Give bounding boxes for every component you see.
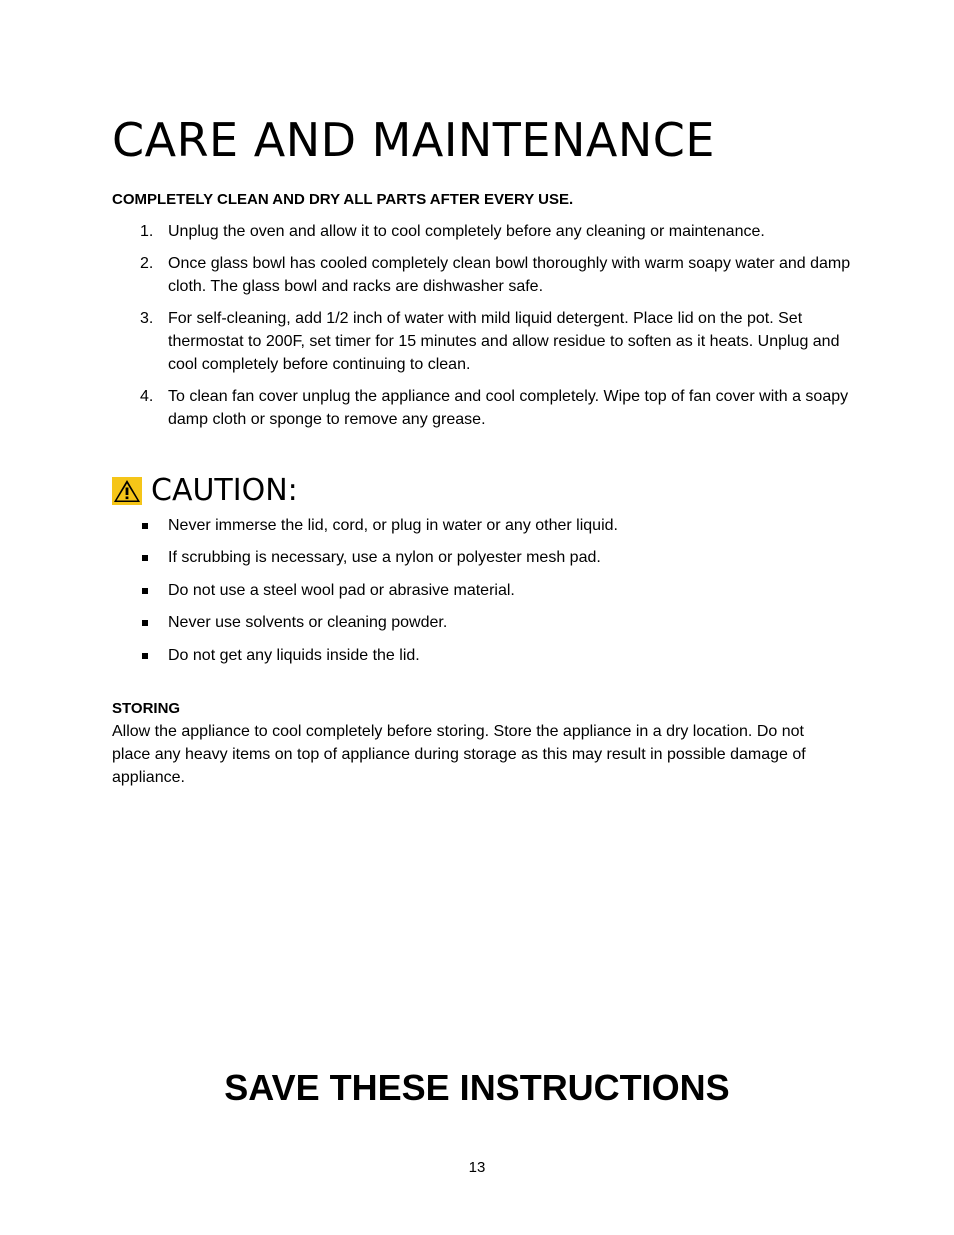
- step-text: Once glass bowl has cooled completely clean bowl thoroughly with warm soapy water and damp cloth. The glass bowl and racks are dishwasher safe.: [168, 255, 851, 295]
- step-text: Unplug the oven and allow it to cool completely before any cleaning or maintenance.: [168, 223, 765, 240]
- step-text: To clean fan cover unplug the appliance and cool completely. Wipe top of fan cover with a soapy damp cloth or sponge to remove any grease.: [168, 388, 849, 428]
- caution-text: Do not use a steel wool pad or abrasive material.: [168, 581, 515, 599]
- caution-text: If scrubbing is necessary, use a nylon or polyester mesh pad.: [168, 549, 601, 567]
- caution-text: Never immerse the lid, cord, or plug in water or any other liquid.: [168, 517, 618, 534]
- page-title: CARE AND MAINTENANCE: [112, 113, 715, 167]
- bullet-square-icon: [142, 523, 148, 529]
- list-item: [112, 644, 852, 667]
- list-item: [112, 514, 852, 537]
- bullet-square-icon: [142, 555, 148, 561]
- caution-list: [112, 514, 852, 676]
- caution-label: CAUTION:: [151, 473, 298, 508]
- list-item: [112, 252, 852, 298]
- step-text: For self-cleaning, add 1/2 inch of water with mild liquid detergent. Place lid on the pot. Set thermostat to 200F, set timer for 15 minutes and allow residue to soften as it heats. Unplug and cool completely before continuing to clean.: [168, 310, 840, 373]
- list-item: [112, 385, 852, 431]
- step-number: 1.: [140, 223, 154, 240]
- list-item: [112, 546, 852, 569]
- section-subheading: COMPLETELY CLEAN AND DRY ALL PARTS AFTER EVERY USE.: [112, 191, 574, 208]
- list-item: [112, 220, 852, 243]
- maintenance-steps-list: [112, 220, 852, 440]
- bullet-square-icon: [142, 588, 148, 594]
- storing-paragraph: Allow the appliance to cool completely before storing. Store the appliance in a dry location. Do not place any heavy items on top of appliance during storage as this may result in possible damage of appliance.: [112, 723, 806, 786]
- step-number: 4.: [140, 388, 154, 405]
- page-number: 13: [468, 1159, 486, 1176]
- caution-heading: [112, 474, 298, 508]
- warning-triangle-icon: [112, 477, 142, 505]
- caution-text: Do not get any liquids inside the lid.: [168, 646, 420, 664]
- bullet-square-icon: [142, 653, 148, 659]
- step-number: 3.: [140, 310, 154, 327]
- caution-text: Never use solvents or cleaning powder.: [168, 614, 448, 632]
- save-instructions-heading: SAVE THESE INSTRUCTIONS: [224, 1067, 730, 1108]
- list-item: [112, 307, 852, 376]
- list-item: [112, 579, 852, 602]
- list-item: [112, 611, 852, 634]
- storing-heading: STORING: [112, 700, 181, 717]
- bullet-square-icon: [142, 620, 148, 626]
- step-number: 2.: [140, 255, 154, 272]
